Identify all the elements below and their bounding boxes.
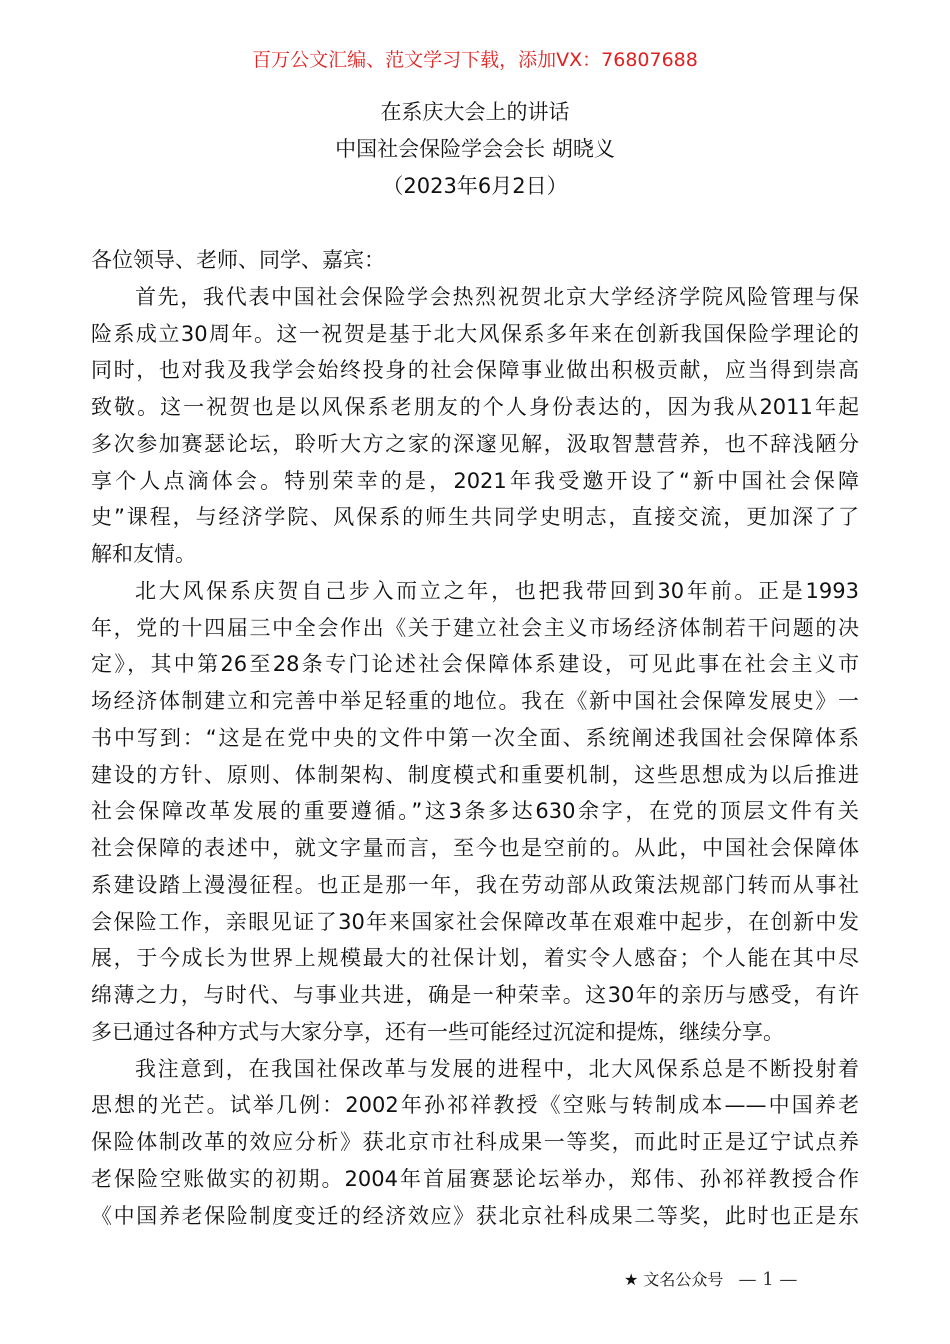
speech-title: 在系庆大会上的讲话 (380, 100, 570, 124)
paragraph-line: 老保险空账做实的初期。2004年首届赛瑟论坛举办，郑伟、孙祁祥教授合作 (91, 1166, 859, 1191)
paragraph-line: 《中国养老保险制度变迁的经济效应》获北京社科成果二等奖，此时也正是东 (91, 1203, 859, 1228)
page-number: — 1 — (738, 1269, 798, 1290)
paragraph-line: 书中写到：“这是在党中央的文件中第一次全面、系统阐述我国社会保障体系 (91, 725, 859, 750)
paragraph-line: 史”课程，与经济学院、风保系的师生共同学史明志，直接交流，更加深了了 (91, 505, 859, 530)
paragraph-line: 首先，我代表中国社会保险学会热烈祝贺北京大学经济学院风险管理与保 (135, 284, 859, 309)
speech-author: 中国社会保险学会会长 胡晓义 (335, 137, 615, 161)
paragraph-line: 定》，其中第26至28条专门论述社会保障体系建设，可见此事在社会主义市 (91, 652, 859, 677)
salutation: 各位领导、老师、同学、嘉宾： (91, 248, 385, 272)
speech-body (91, 242, 859, 1234)
paragraph-line: 展，于今成长为世界上规模最大的社保计划，着实令人感奋；个人能在其中尽 (91, 946, 859, 971)
paragraph-line: 会保险工作，亲眼见证了30年来国家社会保障改革在艰难中起步，在创新中发 (91, 909, 859, 934)
speech-date: （2023年6月2日） (382, 174, 568, 198)
paragraph-line: 险系成立30周年。这一祝贺是基于北大风保系多年来在创新我国保险学理论的 (91, 321, 859, 346)
paragraph-line: 保险体制改革的效应分析》获北京市社科成果一等奖，而此时正是辽宁试点养 (91, 1130, 859, 1154)
paragraph-line: 享个人点滴体会。特别荣幸的是，2021年我受邀开设了“新中国社会保障 (91, 468, 859, 493)
paragraph-line: 我注意到，在我国社保改革与发展的进程中，北大风保系总是不断投射着 (135, 1056, 859, 1081)
paragraph-line: 思想的光芒。试举几例：2002年孙祁祥教授《空账与转制成本——中国养老 (91, 1093, 859, 1118)
paragraph-line: 同时，也对我及我学会始终投身的社会保障事业做出积极贡献，应当得到崇高 (91, 358, 859, 383)
paragraph-line: 北大风保系庆贺自己步入而立之年，也把我带回到30年前。正是1993 (135, 578, 859, 603)
paragraph-line: 解和友情。 (91, 542, 196, 566)
page-footer (624, 1266, 797, 1294)
footer-source: ★ 文名公众号 (624, 1270, 724, 1289)
paragraph-line: 系建设踏上漫漫征程。也正是那一年，我在劳动部从政策法规部门转而从事社 (91, 872, 859, 897)
paragraph-line: 致敬。这一祝贺也是以风保系老朋友的个人身份表达的，因为我从2011年起 (91, 395, 859, 419)
paragraph-line: 多已通过各种方式与大家分享，还有一些可能经过沉淀和提炼，继续分享。 (91, 1019, 784, 1044)
download-banner: 百万公文汇编、范文学习下载，添加VX：76807688 (252, 49, 698, 71)
paragraph-line: 社会保障改革发展的重要遵循。”这3条多达630余字，在党的顶层文件有关 (91, 799, 859, 824)
paragraph-line: 场经济体制建立和完善中举足轻重的地位。我在《新中国社会保障发展史》一 (91, 689, 859, 713)
paragraph-line: 绵薄之力，与时代、与事业共进，确是一种荣幸。这30年的亲历与感受，有许 (91, 983, 859, 1007)
paragraph-line: 多次参加赛瑟论坛，聆听大方之家的深邃见解，汲取智慧营养，也不辞浅陋分 (91, 431, 859, 456)
paragraph-line: 建设的方针、原则、体制架构、制度模式和重要机制，这些思想成为以后推进 (91, 762, 859, 787)
paragraph-line: 社会保障的表述中，就文字量而言，至今也是空前的。从此，中国社会保障体 (91, 836, 859, 860)
paragraph-line: 年，党的十四届三中全会作出《关于建立社会主义市场经济体制若干问题的决 (91, 615, 859, 640)
